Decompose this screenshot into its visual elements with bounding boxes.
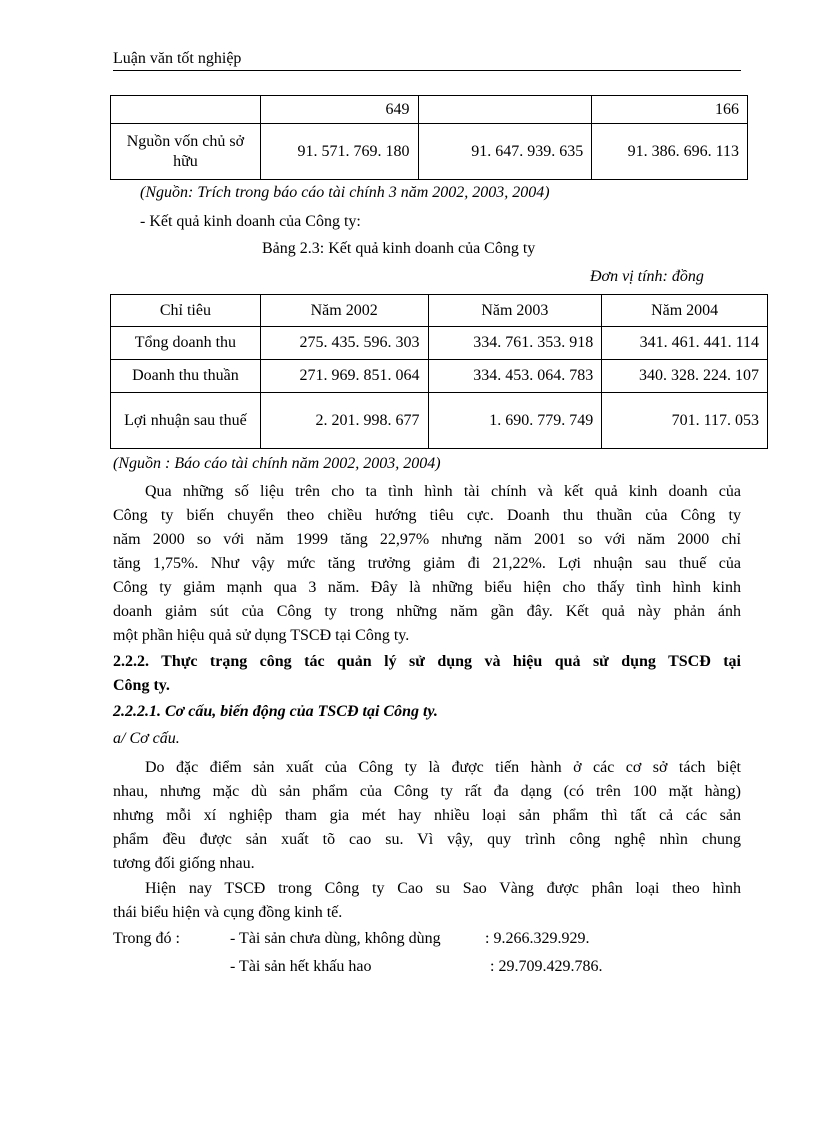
column-header: Năm 2002	[260, 295, 428, 327]
table-row	[111, 393, 768, 449]
table-cell: 649	[260, 96, 418, 124]
table-cell: 91. 647. 939. 635	[418, 124, 592, 180]
table-cell	[418, 96, 592, 124]
table-cell: 91. 386. 696. 113	[592, 124, 748, 180]
paragraph-line: phẩm đều được sản xuất tõ cao su. Vì vậy, quy trình công nghệ nhìn chung	[113, 831, 741, 848]
table-cell	[111, 96, 261, 124]
unit-note: Đơn vị tính: đồng	[590, 268, 704, 285]
list-item-label: - Tài sản chưa dùng, không dùng	[230, 930, 441, 947]
paragraph-line: Công ty biến chuyển theo chiều hướng tiêu cực. Doanh thu thuần của Công ty	[113, 507, 741, 524]
paragraph-line: tương đối giống nhau.	[113, 855, 255, 872]
paragraph-line: Hiện nay TSCĐ trong Công ty Cao su Sao Vàng được phân loại theo hình	[145, 880, 741, 897]
paragraph-line: Do đặc điểm sản xuất của Công ty là được tiến hành ở các cơ sở tách biệt	[145, 759, 741, 776]
paragraph-financial-analysis	[113, 480, 741, 648]
column-header: Chỉ tiêu	[111, 295, 261, 327]
table-row	[111, 96, 748, 124]
table-cell: 341. 461. 441. 114	[602, 327, 768, 360]
table-cell: 334. 761. 353. 918	[428, 327, 602, 360]
capital-table	[110, 95, 748, 180]
table-cell: 271. 969. 851. 064	[260, 360, 428, 393]
list-item-value: : 9.266.329.929.	[485, 930, 590, 947]
paragraph-production	[113, 756, 741, 876]
business-results-table	[110, 294, 768, 449]
bullet-business-results: - Kết quả kinh doanh của Công ty:	[140, 213, 361, 230]
section-heading-2-2-2	[113, 650, 741, 698]
column-header: Năm 2004	[602, 295, 768, 327]
table-cell: Lợi nhuận sau thuế	[111, 393, 261, 449]
table-cell: 340. 328. 224. 107	[602, 360, 768, 393]
list-item-value: : 29.709.429.786.	[490, 958, 603, 975]
subheading-structure: a/ Cơ cấu.	[113, 730, 180, 747]
table-cell: Tổng doanh thu	[111, 327, 261, 360]
table-cell: 275. 435. 596. 303	[260, 327, 428, 360]
table-header-row	[111, 295, 768, 327]
heading-line: 2.2.2. Thực trạng công tác quản lý sử dụng và hiệu quả sử dụng TSCĐ tại	[113, 653, 741, 670]
table2-title: Bảng 2.3: Kết quả kinh doanh của Công ty	[262, 240, 536, 257]
paragraph-line: thái biểu hiện và cụng đồng kinh tế.	[113, 904, 343, 921]
paragraph-line: Qua những số liệu trên cho ta tình hình tài chính và kết quả kinh doanh của	[145, 483, 741, 500]
table-row	[111, 360, 768, 393]
source-note-1: (Nguồn: Trích trong báo cáo tài chính 3 năm 2002, 2003, 2004)	[140, 184, 550, 201]
paragraph-line: doanh giảm sút của Công ty trong những năm gần đây. Kết quả này phản ánh	[113, 603, 741, 620]
section-heading-2-2-2-1: 2.2.2.1. Cơ cấu, biến động của TSCĐ tại Công ty.	[113, 703, 438, 720]
table-cell: Nguồn vốn chủ sở hữu	[111, 124, 261, 180]
paragraph-line: tăng 1,75%. Như vậy mức tăng trưởng giảm đi 21,22%. Lợi nhuận sau thuế của	[113, 555, 741, 572]
paragraph-line: một phần hiệu quả sử dụng TSCĐ tại Công ty.	[113, 627, 410, 644]
list-item-label: - Tài sản hết khấu hao	[230, 958, 372, 975]
paragraph-line: nhưng mỗi xí nghiệp tham gia mét hay nhiều loại sản phẩm thì tất cả các sản	[113, 807, 741, 824]
table-row	[111, 327, 768, 360]
table-cell: 91. 571. 769. 180	[260, 124, 418, 180]
paragraph-line: nhau, nhưng mặc dù sản phẩm của Công ty rất đa dạng (có trên 100 mặt hàng)	[113, 783, 741, 800]
column-header: Năm 2003	[428, 295, 602, 327]
table-cell: 1. 690. 779. 749	[428, 393, 602, 449]
paragraph-line: năm 2000 so với năm 1999 tăng 22,97% nhưng năm 2001 so với năm 2000 chỉ	[113, 531, 741, 548]
page-header: Luận văn tốt nghiệp	[113, 50, 741, 71]
table-cell: 166	[592, 96, 748, 124]
table-cell: 334. 453. 064. 783	[428, 360, 602, 393]
paragraph-classification	[113, 877, 741, 925]
table-cell: 2. 201. 998. 677	[260, 393, 428, 449]
heading-line: Công ty.	[113, 677, 170, 694]
table-cell: 701. 117. 053	[602, 393, 768, 449]
list-intro: Trong đó :	[113, 930, 180, 947]
table-cell: Doanh thu thuần	[111, 360, 261, 393]
source-note-2: (Nguồn : Báo cáo tài chính năm 2002, 2003, 2004)	[113, 455, 441, 472]
table-row	[111, 124, 748, 180]
paragraph-line: Công ty giảm mạnh qua 3 năm. Đây là những biểu hiện cho thấy tình hình kinh	[113, 579, 741, 596]
